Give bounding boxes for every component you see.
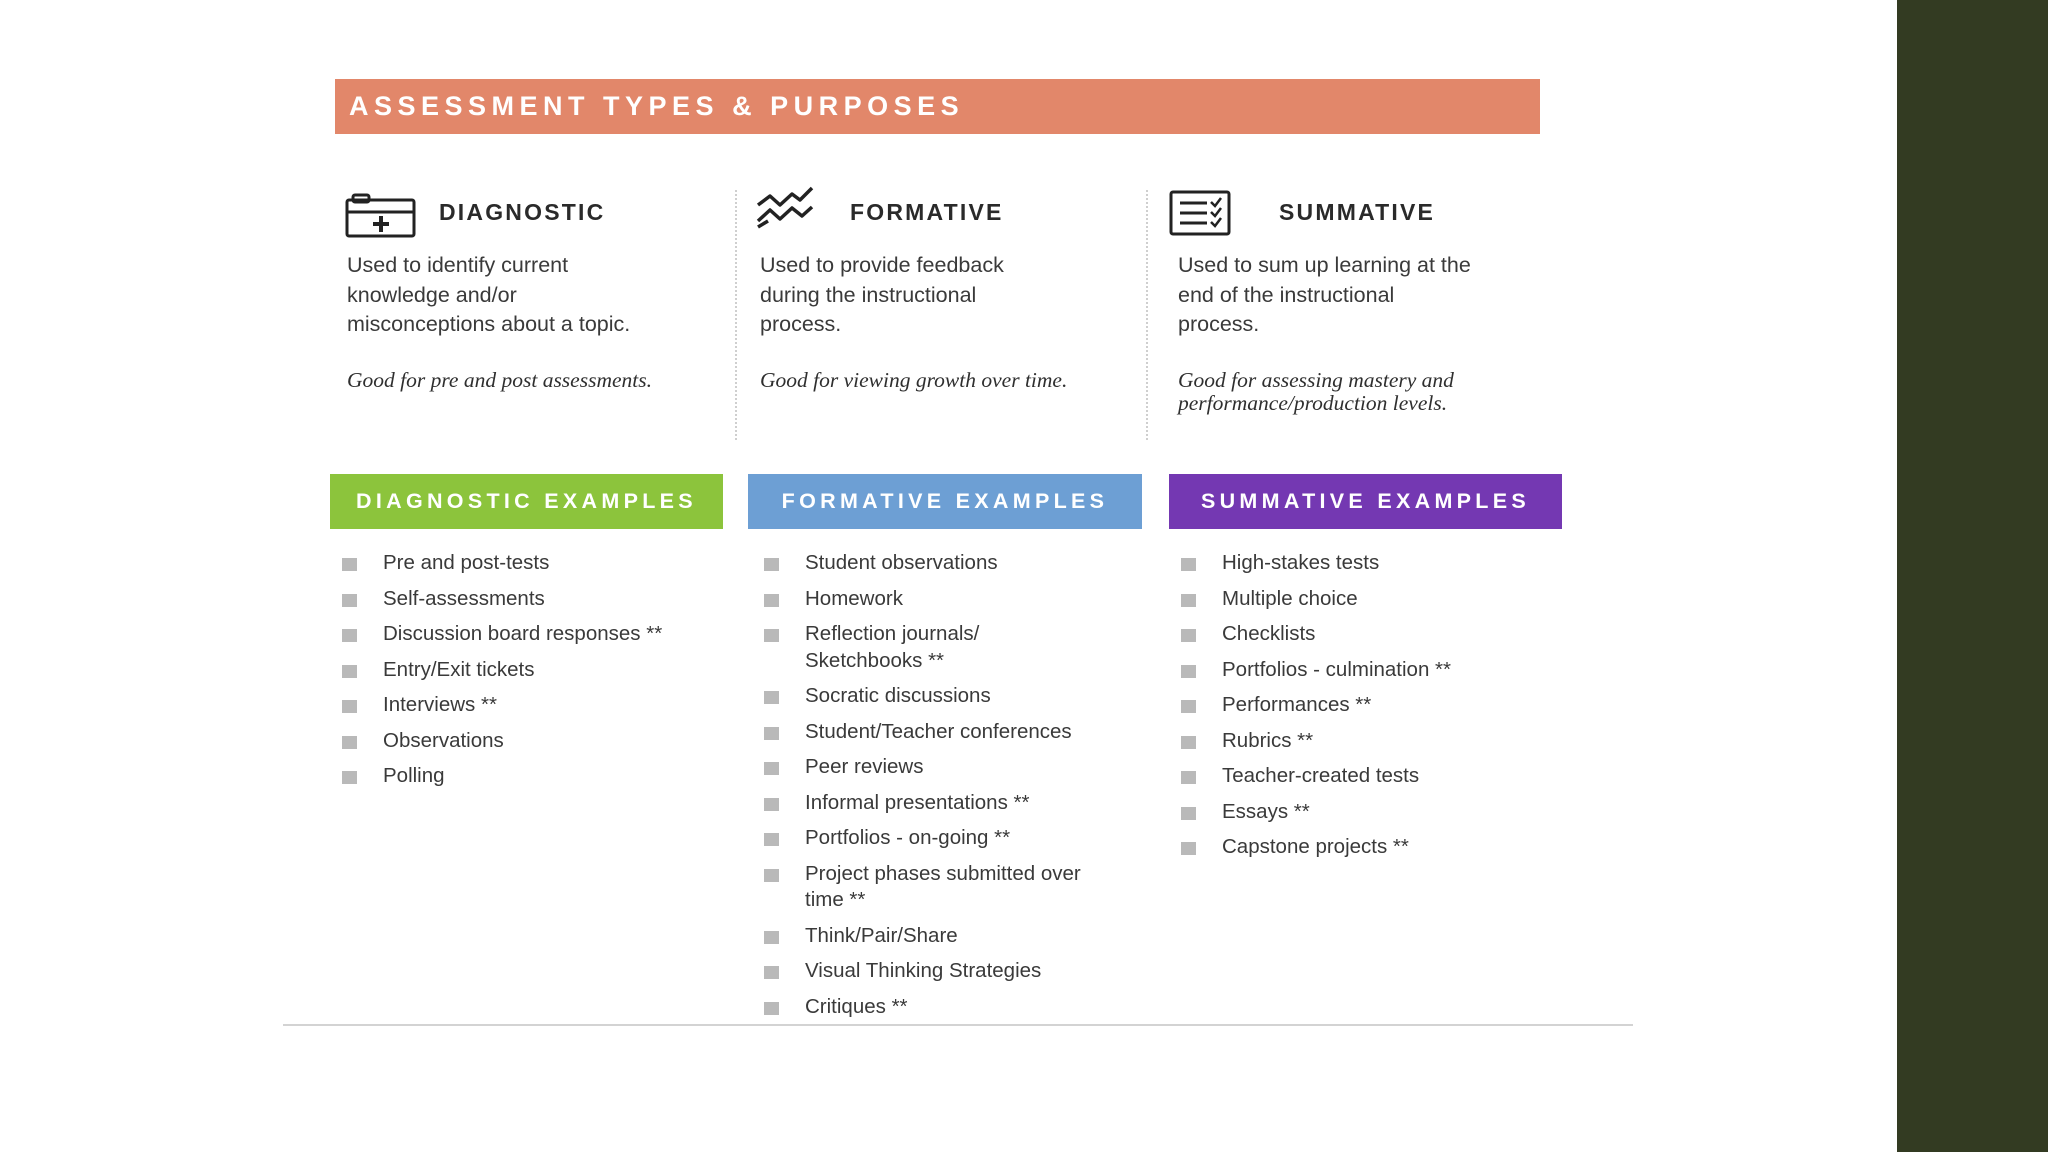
list-item: Capstone projects ** — [1181, 834, 1561, 861]
list-item: Interviews ** — [342, 692, 722, 719]
list-item-text: Student observations — [805, 551, 998, 574]
list-item-text: Portfolios - on-going ** — [805, 826, 1011, 849]
trend-lines-icon — [754, 185, 824, 239]
list-item-text: Peer reviews — [805, 755, 924, 778]
formative-examples-list — [764, 550, 1144, 1029]
list-item-text: Student/Teacher conferences — [805, 719, 1072, 743]
description-line: knowledge and/or — [347, 282, 517, 307]
formative-note — [760, 369, 1067, 392]
list-item-text: Visual Thinking Strategies — [805, 959, 1042, 982]
diagnostic-description — [347, 251, 630, 340]
description-line: misconceptions about a topic. — [347, 312, 631, 336]
diagnostic-examples-list — [342, 550, 722, 799]
bottom-divider — [283, 1024, 1633, 1026]
list-item — [764, 923, 1144, 950]
list-item: Self-assessments — [342, 586, 722, 613]
title-banner — [335, 79, 1540, 134]
list-item: Observations — [342, 728, 722, 755]
medical-kit-icon — [345, 185, 415, 239]
list-item-text: Reflection journals/ — [805, 622, 980, 645]
list-item: Rubrics ** — [1181, 728, 1561, 755]
list-item-text: Project phases submitted over — [805, 861, 1081, 885]
diagnostic-title: DIAGNOSTIC — [439, 199, 606, 225]
column-divider — [1146, 190, 1148, 440]
note-line: Good for assessing mastery and — [1178, 368, 1454, 392]
list-item: Portfolios - culmination ** — [1181, 657, 1561, 684]
diagnostic-header — [335, 185, 735, 239]
list-item: Pre and post-tests — [342, 550, 722, 577]
list-item-text: Homework — [805, 586, 903, 610]
list-item-text: Sketchbooks ** — [805, 648, 945, 672]
summative-note — [1178, 369, 1454, 415]
description-line: process. — [760, 312, 842, 336]
summative-examples-header: SUMMATIVE EXAMPLES — [1169, 474, 1562, 529]
column-divider — [735, 190, 737, 440]
description-line: end of the instructional — [1178, 282, 1395, 307]
diagnostic-note — [347, 369, 652, 392]
list-item — [764, 754, 1144, 781]
note-line: Good for viewing growth over time. — [760, 368, 1068, 392]
list-item-text: Think/Pair/Share — [805, 923, 958, 947]
description-line: Used to provide feedback — [760, 253, 1004, 277]
list-item: High-stakes tests — [1181, 550, 1561, 577]
description-line: Used to sum up learning at the — [1178, 253, 1471, 277]
list-item-text: time ** — [805, 888, 866, 911]
description-line: during the instructional — [760, 282, 977, 307]
list-item — [764, 958, 1144, 985]
list-item — [764, 994, 1144, 1021]
description-line: process. — [1178, 312, 1260, 336]
list-item — [764, 621, 1144, 674]
list-item-text: Socratic discussions — [805, 684, 991, 707]
list-item — [764, 550, 1144, 577]
list-item: Entry/Exit tickets — [342, 657, 722, 684]
summative-examples-list — [1181, 550, 1561, 870]
list-item: Essays ** — [1181, 799, 1561, 826]
list-item: Polling — [342, 763, 722, 790]
list-item-text: Critiques ** — [805, 994, 908, 1018]
list-item: Performances ** — [1181, 692, 1561, 719]
summative-header — [1166, 185, 1566, 239]
list-item — [764, 825, 1144, 852]
formative-header — [748, 185, 1148, 239]
formative-description — [760, 251, 1004, 340]
list-item: Checklists — [1181, 621, 1561, 648]
description-line: Used to identify current — [347, 253, 569, 277]
list-item — [764, 586, 1144, 613]
list-item: Multiple choice — [1181, 586, 1561, 613]
list-item — [764, 861, 1144, 914]
diagnostic-examples-header: DIAGNOSTIC EXAMPLES — [330, 474, 723, 529]
side-panel — [1897, 0, 2048, 1152]
summative-description — [1178, 251, 1471, 340]
list-item — [764, 719, 1144, 746]
list-item: Teacher-created tests — [1181, 763, 1561, 790]
formative-title: FORMATIVE — [850, 199, 1004, 225]
list-item — [764, 683, 1144, 710]
list-item — [764, 790, 1144, 817]
note-line: Good for pre and post assessments. — [347, 368, 652, 392]
list-item-text: Informal presentations ** — [805, 790, 1030, 814]
checklist-icon — [1169, 185, 1239, 239]
list-item: Discussion board responses ** — [342, 621, 722, 648]
note-line: performance/production levels. — [1178, 391, 1448, 415]
formative-examples-header: FORMATIVE EXAMPLES — [748, 474, 1142, 529]
page-title: ASSESSMENT TYPES & PURPOSES — [349, 91, 965, 121]
summative-title: SUMMATIVE — [1279, 199, 1436, 225]
